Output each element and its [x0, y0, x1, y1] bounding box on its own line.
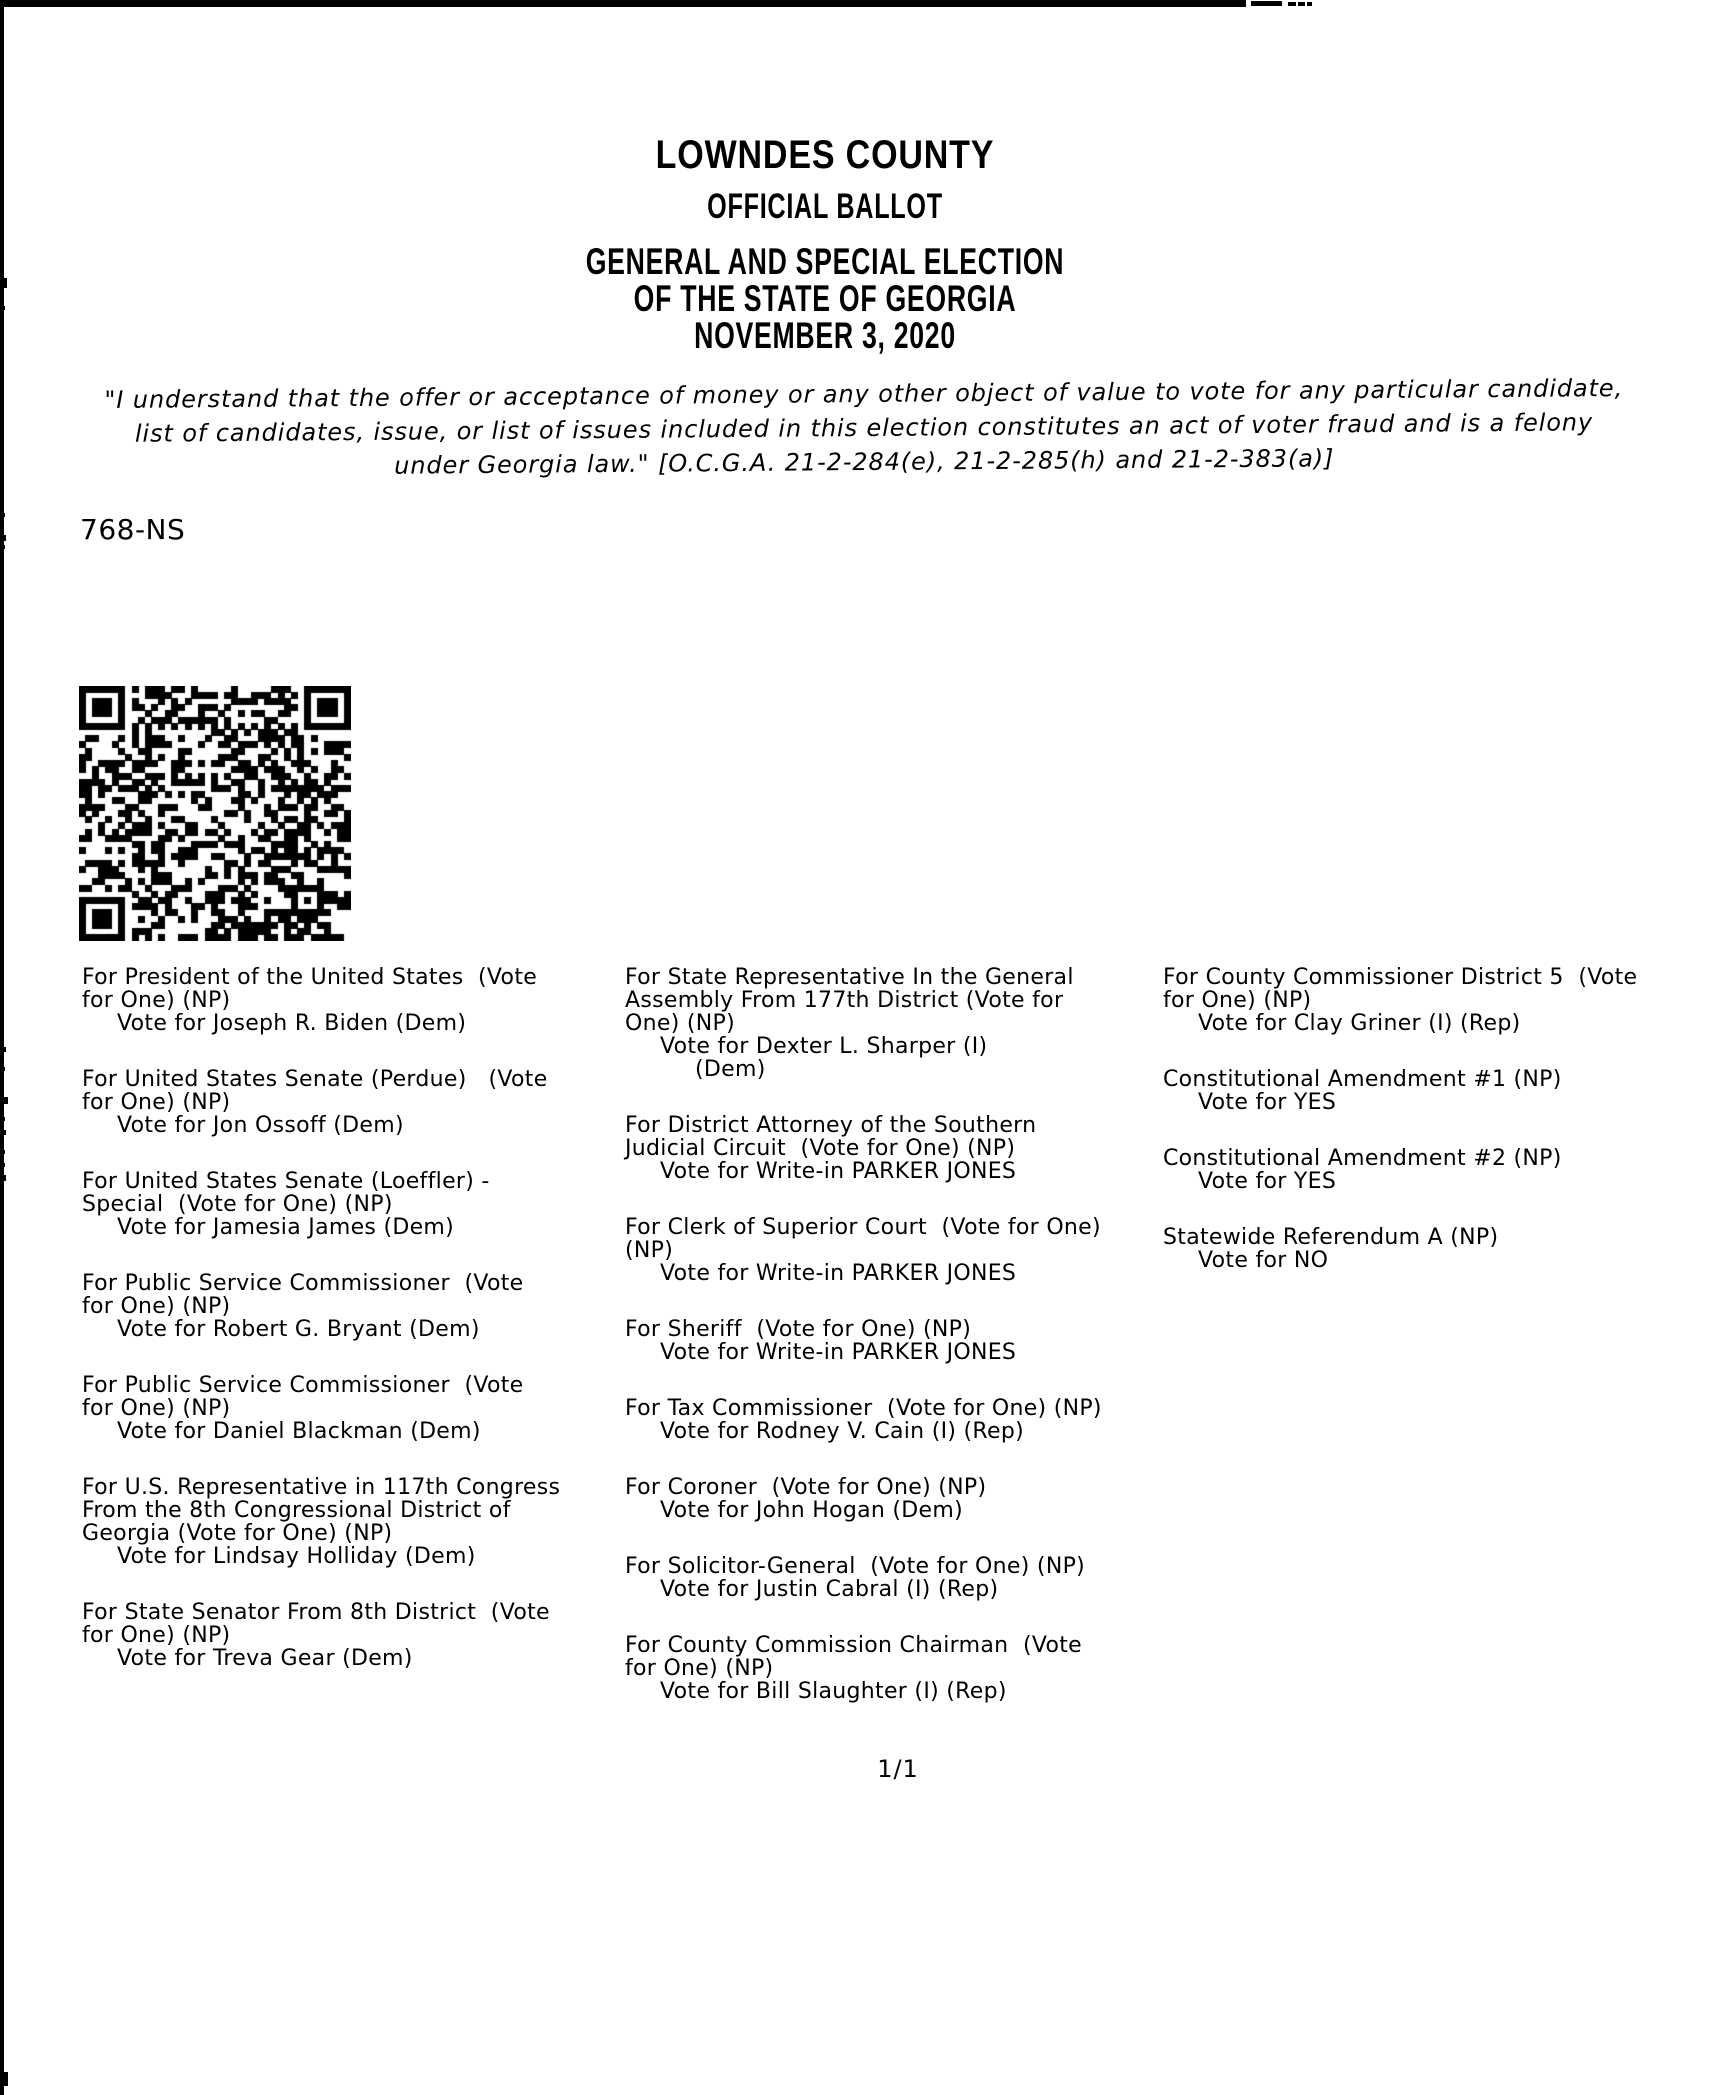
contest-block [82, 1272, 642, 1341]
contest-block [625, 1216, 1185, 1285]
vote-selection-line: Vote for Clay Griner (I) (Rep) [1198, 1011, 1521, 1036]
qr-code [79, 686, 351, 941]
disclaimer-line: under Georgia law." [O.C.G.A. 21-2-284(e), 21-2-285(h) and 21-2-383(a)] [394, 444, 1335, 480]
contest-block [1163, 1226, 1728, 1272]
contest-title-line: For County Commission Chairman (Vote [625, 1633, 1082, 1658]
vote-selection-line: Vote for YES [1198, 1169, 1337, 1194]
left-border-tick [0, 1047, 6, 1052]
left-border-tick [0, 545, 5, 549]
contest-block [625, 966, 1185, 1081]
contest-title-line: Statewide Referendum A (NP) [1163, 1225, 1499, 1250]
contest-title-line: for One) (NP) [625, 1656, 774, 1681]
election-heading [231, 243, 1419, 354]
contest-title-line: From the 8th Congressional District of [82, 1498, 511, 1523]
contest-block [1163, 1147, 1728, 1193]
contest-title-line: For County Commissioner District 5 (Vote [1163, 965, 1638, 990]
election-line: NOVEMBER 3, 2020 [694, 315, 956, 356]
contest-block [625, 1476, 1185, 1522]
ballot-column-2 [625, 966, 1185, 1736]
left-border-tick [0, 1150, 5, 1154]
election-line: OF THE STATE OF GEORGIA [633, 278, 1017, 319]
vote-selection-line: Vote for Write-in PARKER JONES [660, 1261, 1017, 1286]
vote-selection-line: Vote for Rodney V. Cain (I) (Rep) [660, 1419, 1025, 1444]
vote-selection-line: Vote for John Hogan (Dem) [660, 1498, 963, 1523]
ballot-column-3 [1163, 966, 1728, 1305]
contest-title-line: For District Attorney of the Southern [625, 1113, 1037, 1138]
contest-title-line: For Tax Commissioner (Vote for One) (NP) [625, 1396, 1102, 1421]
contest-block [82, 966, 642, 1035]
voter-fraud-disclaimer [0, 370, 1728, 486]
left-border-tick [0, 2072, 8, 2086]
contest-title-line: For President of the United States (Vote [82, 965, 538, 990]
contest-title-line: For Solicitor-General (Vote for One) (NP) [625, 1554, 1086, 1579]
left-border-tick [0, 513, 5, 517]
contest-block [1163, 966, 1728, 1035]
ballot-style-code: 768-NS [80, 513, 186, 546]
vote-selection-line: (Dem) [695, 1057, 766, 1082]
disclaimer-line: "I understand that the offer or acceptance of money or any other object of value to vote for any particular candidate, [104, 374, 1624, 414]
contest-block [82, 1476, 642, 1568]
vote-selection-line: Vote for Daniel Blackman (Dem) [117, 1419, 481, 1444]
page-title: LOWNDES COUNTY [655, 133, 995, 177]
top-border-dash [1298, 2, 1305, 6]
top-border-dash [1288, 2, 1296, 6]
contest-block [82, 1170, 642, 1239]
top-border-line [0, 0, 1246, 7]
contest-block [82, 1601, 642, 1670]
contest-title-line: for One) (NP) [1163, 988, 1312, 1013]
contest-title-line: One) (NP) [625, 1011, 735, 1036]
contest-title-line: For Clerk of Superior Court (Vote for One) [625, 1215, 1101, 1240]
left-border-tick [0, 1175, 6, 1181]
vote-selection-line: Vote for Jamesia James (Dem) [117, 1215, 455, 1240]
contest-block [625, 1634, 1185, 1703]
disclaimer-line: list of candidates, issue, or list of issues included in this election constitutes an act of voter fraud and is a felony [134, 408, 1594, 448]
vote-selection-line: Vote for Justin Cabral (I) (Rep) [660, 1577, 999, 1602]
top-border-dash [1251, 1, 1282, 6]
contest-title-line: For Public Service Commissioner (Vote [82, 1271, 524, 1296]
left-border-tick [0, 306, 5, 310]
left-border-tick [0, 278, 7, 288]
contest-title-line: for One) (NP) [82, 1294, 231, 1319]
contest-title-line: Assembly From 177th District (Vote for [625, 988, 1064, 1013]
left-border-tick [0, 1067, 5, 1071]
left-border-tick [0, 1117, 5, 1121]
contest-title-line: For Public Service Commissioner (Vote [82, 1373, 524, 1398]
left-border-tick [0, 1097, 8, 1104]
left-border-tick [0, 1163, 5, 1167]
vote-selection-line: Vote for Jon Ossoff (Dem) [117, 1113, 404, 1138]
contest-title-line: Judicial Circuit (Vote for One) (NP) [625, 1136, 1016, 1161]
top-border-dash [1307, 2, 1312, 6]
contest-title-line: for One) (NP) [82, 1396, 231, 1421]
vote-selection-line: Vote for Lindsay Holliday (Dem) [117, 1544, 476, 1569]
vote-selection-line: Vote for Bill Slaughter (I) (Rep) [660, 1679, 1007, 1704]
contest-title-line: Constitutional Amendment #2 (NP) [1163, 1146, 1562, 1171]
contest-title-line: For State Representative In the General [625, 965, 1074, 990]
contest-block [625, 1114, 1185, 1183]
contest-title-line: for One) (NP) [82, 988, 231, 1013]
vote-selection-line: Vote for Write-in PARKER JONES [660, 1340, 1017, 1365]
vote-selection-line: Vote for NO [1198, 1248, 1329, 1273]
contest-title-line: For United States Senate (Loeffler) - [82, 1169, 490, 1194]
ballot-column-1 [82, 966, 642, 1703]
contest-block [82, 1068, 642, 1137]
vote-selection-line: Vote for Write-in PARKER JONES [660, 1159, 1017, 1184]
contest-title-line: for One) (NP) [82, 1623, 231, 1648]
contest-title-line: For Sheriff (Vote for One) (NP) [625, 1317, 972, 1342]
contest-block [82, 1374, 642, 1443]
contest-block [625, 1397, 1185, 1443]
contest-title-line: For United States Senate (Perdue) (Vote [82, 1067, 548, 1092]
contest-title-line: Georgia (Vote for One) (NP) [82, 1521, 393, 1546]
contest-block [625, 1318, 1185, 1364]
contest-title-line: for One) (NP) [82, 1090, 231, 1115]
page-subtitle: OFFICIAL BALLOT [707, 187, 943, 226]
contest-block [1163, 1068, 1728, 1114]
contest-title-line: For Coroner (Vote for One) (NP) [625, 1475, 987, 1500]
contest-block [625, 1555, 1185, 1601]
contest-title-line: (NP) [625, 1238, 674, 1263]
left-border-tick [0, 535, 6, 541]
vote-selection-line: Vote for Robert G. Bryant (Dem) [117, 1317, 480, 1342]
page-number: 1/1 [877, 1755, 919, 1783]
contest-title-line: Constitutional Amendment #1 (NP) [1163, 1067, 1562, 1092]
left-border-tick [0, 1130, 6, 1135]
election-line: GENERAL AND SPECIAL ELECTION [585, 241, 1065, 282]
contest-title-line: For U.S. Representative in 117th Congress [82, 1475, 561, 1500]
contest-title-line: For State Senator From 8th District (Vote [82, 1600, 550, 1625]
vote-selection-line: Vote for Joseph R. Biden (Dem) [117, 1011, 467, 1036]
vote-selection-line: Vote for Dexter L. Sharper (I) [660, 1034, 988, 1059]
contest-title-line: Special (Vote for One) (NP) [82, 1192, 393, 1217]
vote-selection-line: Vote for YES [1198, 1090, 1337, 1115]
vote-selection-line: Vote for Treva Gear (Dem) [117, 1646, 413, 1671]
